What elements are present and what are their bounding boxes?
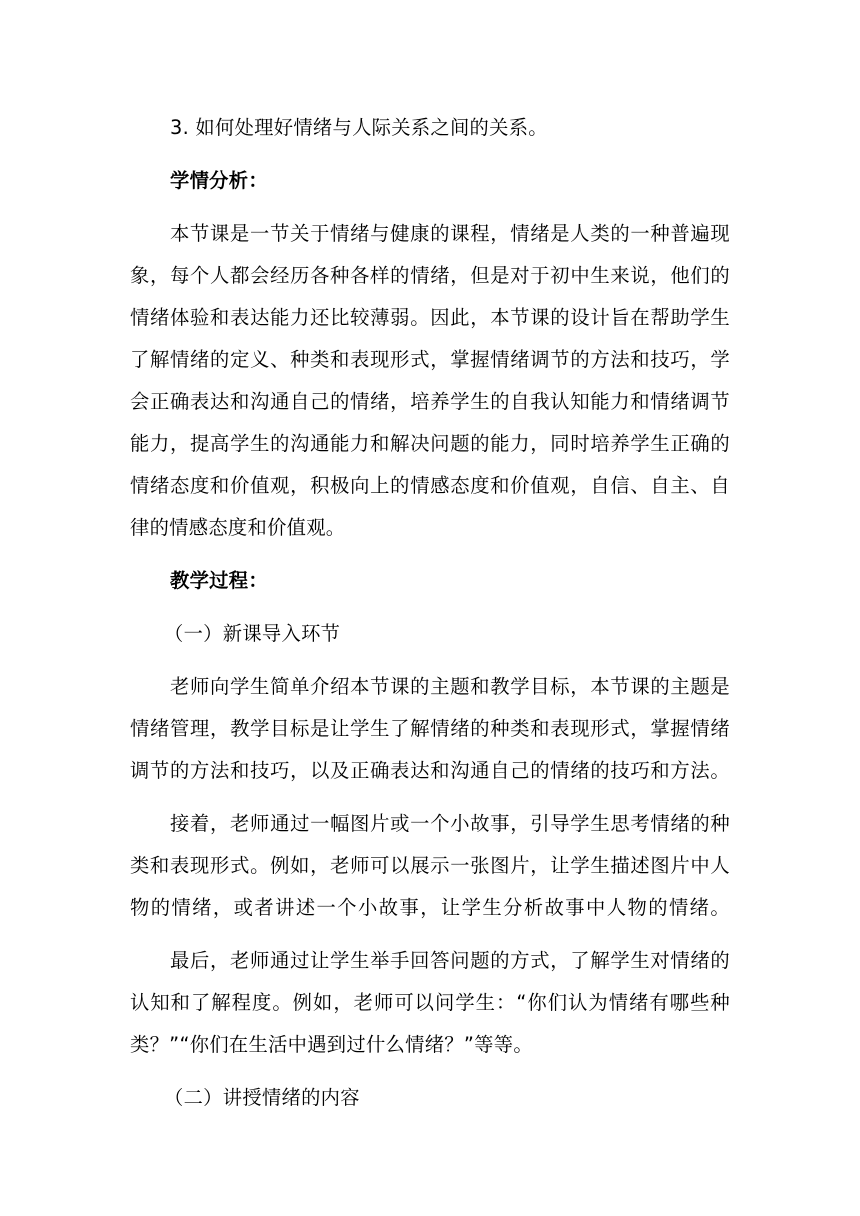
paragraph-line: 情绪体验和表达能力还比较薄弱。因此，本节课的设计旨在帮助学生 bbox=[130, 306, 730, 329]
paragraph-student-analysis bbox=[130, 213, 730, 549]
section-title-intro: （一）新课导入环节 bbox=[164, 622, 341, 645]
objective-item-3: 3. 如何处理好情绪与人际关系之间的关系。 bbox=[170, 116, 548, 139]
section-title-content: （二）讲授情绪的内容 bbox=[164, 1086, 360, 1109]
paragraph-line: 最后，老师通过让学生举手回答问题的方式，了解学生对情绪的 bbox=[170, 949, 730, 972]
paragraph-line: 象，每个人都会经历各种各样的情绪，但是对于初中生来说，他们的 bbox=[130, 264, 730, 287]
paragraph-line: 了解情绪的定义、种类和表现形式，掌握情绪调节的方法和技巧，学 bbox=[130, 348, 730, 371]
paragraph-line: 情绪管理，教学目标是让学生了解情绪的种类和表现形式，掌握情绪 bbox=[130, 717, 730, 740]
paragraph-line: 本节课是一节关于情绪与健康的课程，情绪是人类的一种普遍现 bbox=[170, 222, 730, 245]
paragraph-intro-1 bbox=[130, 666, 730, 792]
paragraph-line: 接着，老师通过一幅图片或一个小故事，引导学生思考情绪的种 bbox=[170, 812, 730, 835]
paragraph-intro-3 bbox=[130, 940, 730, 1066]
paragraph-line: 律的情感态度和价值观。 bbox=[130, 516, 346, 539]
paragraph-line: 能力，提高学生的沟通能力和解决问题的能力，同时培养学生正确的 bbox=[130, 432, 730, 455]
paragraph-line: 物的情绪，或者讲述一个小故事，让学生分析故事中人物的情绪。 bbox=[130, 896, 730, 919]
paragraph-line: 老师向学生简单介绍本节课的主题和教学目标，本节课的主题是 bbox=[170, 675, 730, 698]
paragraph-line: 类？”“你们在生活中遇到过什么情绪？”等等。 bbox=[130, 1033, 533, 1056]
heading-teaching-process: 教学过程： bbox=[170, 569, 268, 592]
paragraph-line: 情绪态度和价值观，积极向上的情感态度和价值观，自信、自主、自 bbox=[130, 474, 730, 497]
paragraph-intro-2 bbox=[130, 803, 730, 929]
paragraph-line: 调节的方法和技巧，以及正确表达和沟通自己的情绪的技巧和方法。 bbox=[130, 759, 730, 782]
heading-student-analysis: 学情分析： bbox=[170, 169, 268, 192]
paragraph-line: 认知和了解程度。例如，老师可以问学生：“你们认为情绪有哪些种 bbox=[130, 991, 730, 1014]
document-body bbox=[130, 107, 730, 1119]
paragraph-line: 类和表现形式。例如，老师可以展示一张图片，让学生描述图片中人 bbox=[130, 854, 730, 877]
paragraph-line: 会正确表达和沟通自己的情绪，培养学生的自我认知能力和情绪调节 bbox=[130, 390, 730, 413]
